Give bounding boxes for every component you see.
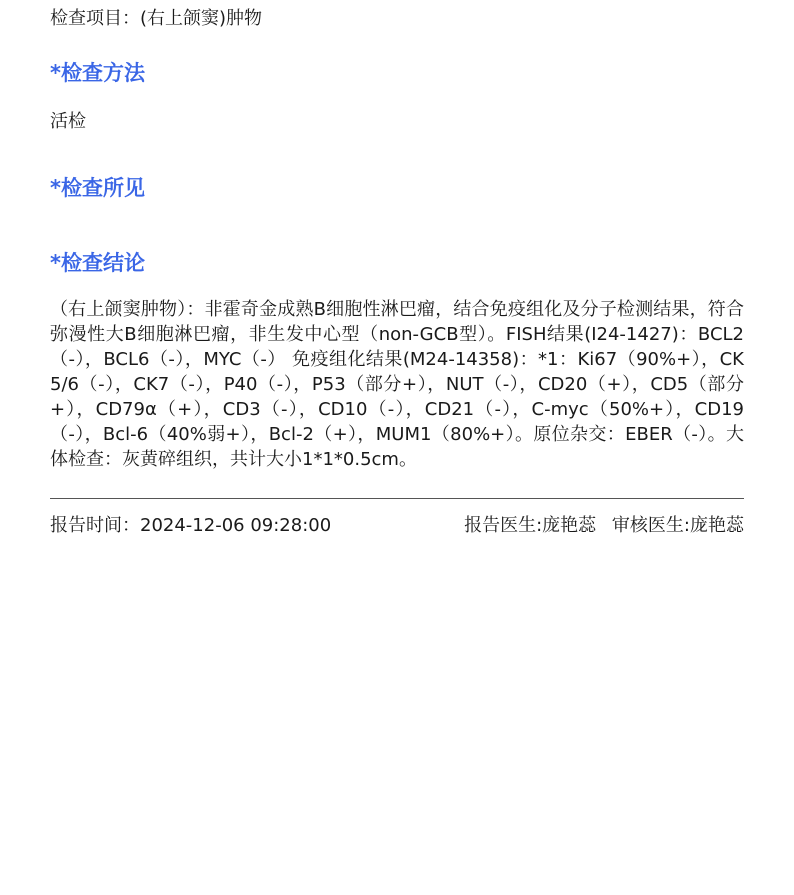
- conclusion-text: （右上颌窦肿物）：非霍奇金成熟B细胞性淋巴瘤，结合免疫组化及分子检测结果，符合弥漫性大B细胞淋巴瘤，非生发中心型（non-GCB型）。FISH结果(I24-1427)：BCL2（-），BCL6（-），MYC（-） 免疫组化结果(M24-14358)：*1：Ki67（90%+），CK5/6（-），CK7（-），P40（-），P53（部分+），NUT（-），CD20（+），CD5（部分+），CD79α（+），CD3（-），CD10（-），CD21（-），C-myc（50%+），CD19（-），Bcl-6（40%弱+），Bcl-2（+），MUM1（80%+）。原位杂交：EBER（-）。大体检查：灰黄碎组织，共计大小1*1*0.5cm。: [50, 299, 744, 470]
- section-heading-method: *检查方法: [50, 61, 145, 85]
- report-doctor: 报告医生:庞艳蕊: [464, 515, 597, 536]
- report-time: 报告时间：2024-12-06 09:28:00: [50, 515, 332, 536]
- section-heading-findings: *检查所见: [50, 176, 145, 200]
- doctor-signatures: [464, 513, 744, 538]
- report-footer: [50, 513, 744, 538]
- pathology-report: [50, 0, 744, 538]
- section-heading-conclusion: *检查结论: [50, 251, 145, 275]
- review-doctor: 审核医生:庞艳蕊: [611, 515, 744, 536]
- footer-divider: [50, 498, 744, 499]
- method-value: 活检: [50, 111, 86, 132]
- exam-item: 检查项目：(右上颌窦)肿物: [50, 8, 263, 29]
